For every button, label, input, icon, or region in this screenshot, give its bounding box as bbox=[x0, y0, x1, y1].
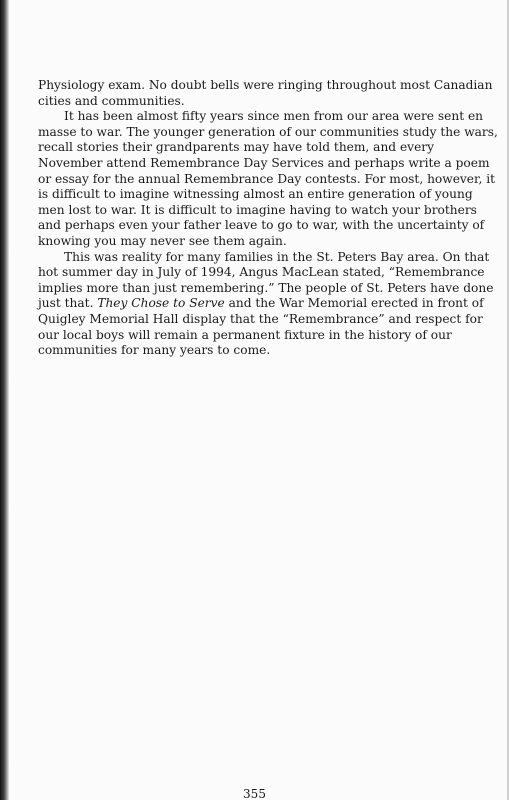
paragraph-3-text-before: This was reality for many families in the St. Peters Bay area. On that hot summer day in July of 1994, Angus MacLean stated, “Remembrance implies more than just remembering.” The people of St. Peters have done just that. bbox=[38, 249, 494, 311]
book-spine-shadow bbox=[0, 0, 9, 800]
page-number: 355 bbox=[243, 787, 266, 800]
paragraph-2: It has been almost fifty years since men from our area were sent en masse to war. The younger generation of our communities study the wars, recall stories their grandparents may have told them, and every November attend Remembrance Day Services and perhaps write a poem or essay for the annual Remembrance Day contests. For most, however, it is difficult to imagine witnessing almost an entire generation of young men lost to war. It is difficult to imagine having to watch your brothers and perhaps even your father leave to go to war, with the uncertainty of knowing you may never see them again. bbox=[38, 109, 498, 248]
paragraph-3-text-after: and the War Memorial erected in front of Quigley Memorial Hall display that the “Remembrance” and respect for our local boys will remain a permanent fixture in the history of our communities for many years to come. bbox=[38, 296, 484, 358]
paragraph-3 bbox=[38, 250, 500, 359]
body-text bbox=[38, 78, 500, 359]
book-title-italic: They Chose to Serve bbox=[97, 296, 225, 311]
paragraph-1: Physiology exam. No doubt bells were ringing throughout most Canadian cities and communities. bbox=[38, 78, 493, 108]
